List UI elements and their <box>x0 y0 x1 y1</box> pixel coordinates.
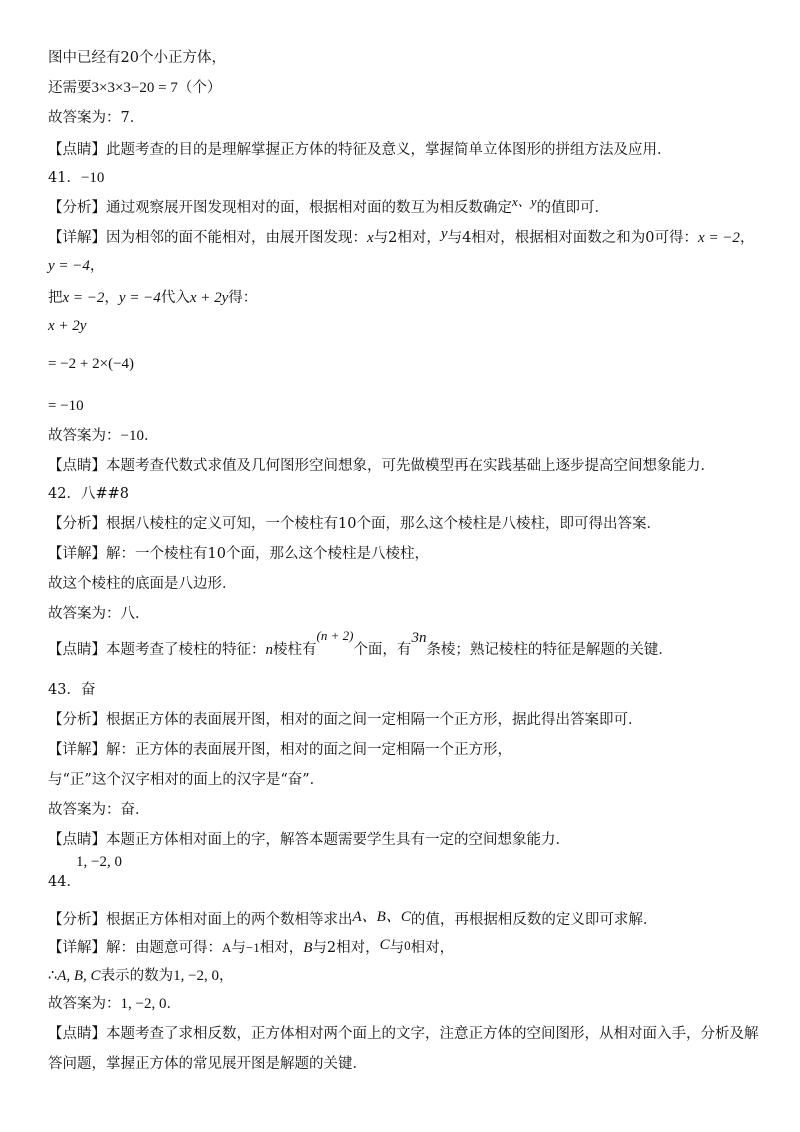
line-text: ． <box>143 428 159 444</box>
line-text: ， <box>104 290 119 306</box>
math-expression: y = −4 <box>48 258 90 274</box>
line-text: 故答案为：奋． <box>48 802 150 818</box>
line-text: （个） <box>177 80 222 96</box>
math-expression: −10 <box>120 428 144 444</box>
question-number: 42．八##8 <box>48 486 129 502</box>
line-text: 与 <box>231 940 246 956</box>
line-text: 还需要 <box>48 80 92 96</box>
line-text: 与4相对，根据相对面数之和为0可得： <box>447 230 699 246</box>
text-line <box>48 228 754 248</box>
math-expression: 1, −2, 0 <box>173 968 220 984</box>
line-text: 【分析】根据正方体的表面展开图，相对的面之间一定相隔一个正方形，据此得出答案即可． <box>48 712 643 728</box>
math-expression: −1 <box>245 940 260 955</box>
math-expression: C <box>379 937 390 953</box>
math-expression: 3n <box>411 630 427 646</box>
question-heading <box>48 168 104 188</box>
math-expression: x = −2 <box>62 290 105 306</box>
question-number: 43．奋 <box>48 682 96 698</box>
line-text: 图中已经有20个小正方体， <box>48 50 226 66</box>
line-text: 【分析】通过观察展开图发现相对的面，根据相对面的数互为相反数确定 <box>48 200 512 216</box>
question-heading <box>48 484 129 504</box>
line-text: 【点睛】本题考查了求相反数，正方体相对两个面上的文字，注意正方体的空间图形，从相对面入手，分析及解 <box>48 1026 759 1042</box>
question-answer-line <box>76 852 122 872</box>
text-line <box>48 48 226 68</box>
text-line <box>48 544 429 564</box>
line-text: 相对， <box>410 940 455 956</box>
line-text: ， <box>219 968 234 984</box>
math-expression: n <box>265 642 273 658</box>
text-line <box>48 994 181 1014</box>
line-text: 【点睛】本题考查代数式求值及几何图形空间想象，可先做模型再在实践基础上逐步提高空间想象能力． <box>48 458 715 474</box>
question-answer: −10 <box>80 170 105 186</box>
math-expression: A <box>222 940 232 955</box>
math-expression: = −2 + 2×(−4) <box>48 356 135 372</box>
line-text: 故答案为： <box>48 996 121 1012</box>
line-text: 【详解】因为相邻的面不能相对，由展开图发现： <box>48 230 367 246</box>
text-line <box>48 514 661 534</box>
math-expression: x + 2y <box>189 290 229 306</box>
math-expression: y = −4 <box>118 290 161 306</box>
math-expression: 3×3×3−20 = 7 <box>91 80 178 96</box>
math-expression: x = −2 <box>698 230 740 246</box>
line-text: 【详解】解：正方体的表面展开图，相对的面之间一定相隔一个正方形， <box>48 742 512 758</box>
line-text: 表示的数为 <box>100 968 174 984</box>
text-line <box>48 194 610 218</box>
text-line <box>48 910 657 930</box>
math-line <box>48 316 86 336</box>
line-text: 的值，再根据相反数的定义即可求解． <box>410 912 658 928</box>
line-text: 【详解】解：一个棱柱有10个面，那么这个棱柱是八棱柱， <box>48 546 429 562</box>
line-text: 相对， <box>259 940 304 956</box>
math-expression: A、B、C <box>352 909 411 925</box>
line-text: 故答案为：7． <box>48 110 145 126</box>
math-expression: x + 2y <box>48 318 87 334</box>
text-line <box>48 108 144 128</box>
question-heading <box>48 872 81 892</box>
line-text: 【详解】解：由题意可得： <box>48 940 222 956</box>
question-number: 44． <box>48 874 81 890</box>
question-answer: 1, −2, 0 <box>76 854 122 870</box>
line-text: 故答案为：八． <box>48 606 150 622</box>
math-expression: x、y <box>512 194 537 209</box>
math-expression: = −10 <box>48 398 84 414</box>
math-expression: 1, −2, 0 <box>120 996 167 1012</box>
line-text: 【点睛】本题考查了棱柱的特征： <box>48 642 266 658</box>
math-expression: B <box>303 940 313 956</box>
text-line <box>48 604 150 624</box>
line-text: 【点睛】本题正方体相对面上的字，解答本题需要学生具有一定的空间想象能力． <box>48 832 570 848</box>
text-line <box>48 830 570 850</box>
line-text: 个面，有 <box>353 642 412 658</box>
question-number: 41． <box>48 170 81 186</box>
line-text: ， <box>739 230 755 246</box>
text-line <box>48 288 257 308</box>
text-line <box>48 140 672 160</box>
text-line <box>48 770 324 790</box>
line-text: 条棱；熟记棱柱的特征是解题的关键． <box>426 642 673 658</box>
line-text: 【分析】根据正方体相对面上的两个数相等求出 <box>48 912 353 928</box>
math-line <box>48 396 84 416</box>
line-text: 棱柱有 <box>273 642 317 658</box>
math-expression: x <box>367 230 374 246</box>
line-text: 与2相对， <box>312 940 380 956</box>
line-text: 答问题，掌握正方体的常见展开图是解题的关键． <box>48 1056 367 1072</box>
line-text: 【点睛】此题考查的目的是理解掌握正方体的特征及意义，掌握简单立体图形的拼组方法及应用． <box>48 142 672 158</box>
text-line <box>48 800 150 820</box>
text-line <box>48 938 454 958</box>
line-text: 得： <box>228 290 258 306</box>
question-heading <box>48 680 95 700</box>
math-expression: (n + 2) <box>316 628 354 643</box>
text-line <box>48 740 512 760</box>
text-line <box>48 574 237 594</box>
math-expression: A, B, C <box>57 968 101 984</box>
math-line <box>48 354 134 374</box>
line-text: 与2相对， <box>373 230 441 246</box>
text-line <box>48 1024 759 1044</box>
math-expression: y <box>440 226 448 242</box>
text-line <box>48 628 673 660</box>
line-text: 与 <box>389 940 405 956</box>
text-line <box>48 426 158 446</box>
line-text: ∴ <box>48 968 58 984</box>
line-text: 与“正”这个汉字相对的面上的汉字是“奋”． <box>48 772 325 788</box>
line-text: ， <box>89 258 105 274</box>
text-line <box>48 966 234 986</box>
math-expression: 0 <box>404 938 411 953</box>
line-text: 故这个棱柱的底面是八边形． <box>48 576 237 592</box>
line-text: 故答案为： <box>48 428 121 444</box>
text-line <box>48 78 221 98</box>
text-line <box>48 456 715 476</box>
line-text: ． <box>166 996 181 1012</box>
line-text: 把 <box>48 290 63 306</box>
text-line <box>48 256 104 276</box>
text-line <box>48 1054 367 1074</box>
line-text: 代入 <box>160 290 190 306</box>
line-text: 【分析】根据八棱柱的定义可知，一个棱柱有10个面，那么这个棱柱是八棱柱，即可得出答案． <box>48 516 661 532</box>
text-line <box>48 710 643 730</box>
line-text: 的值即可． <box>536 200 610 216</box>
